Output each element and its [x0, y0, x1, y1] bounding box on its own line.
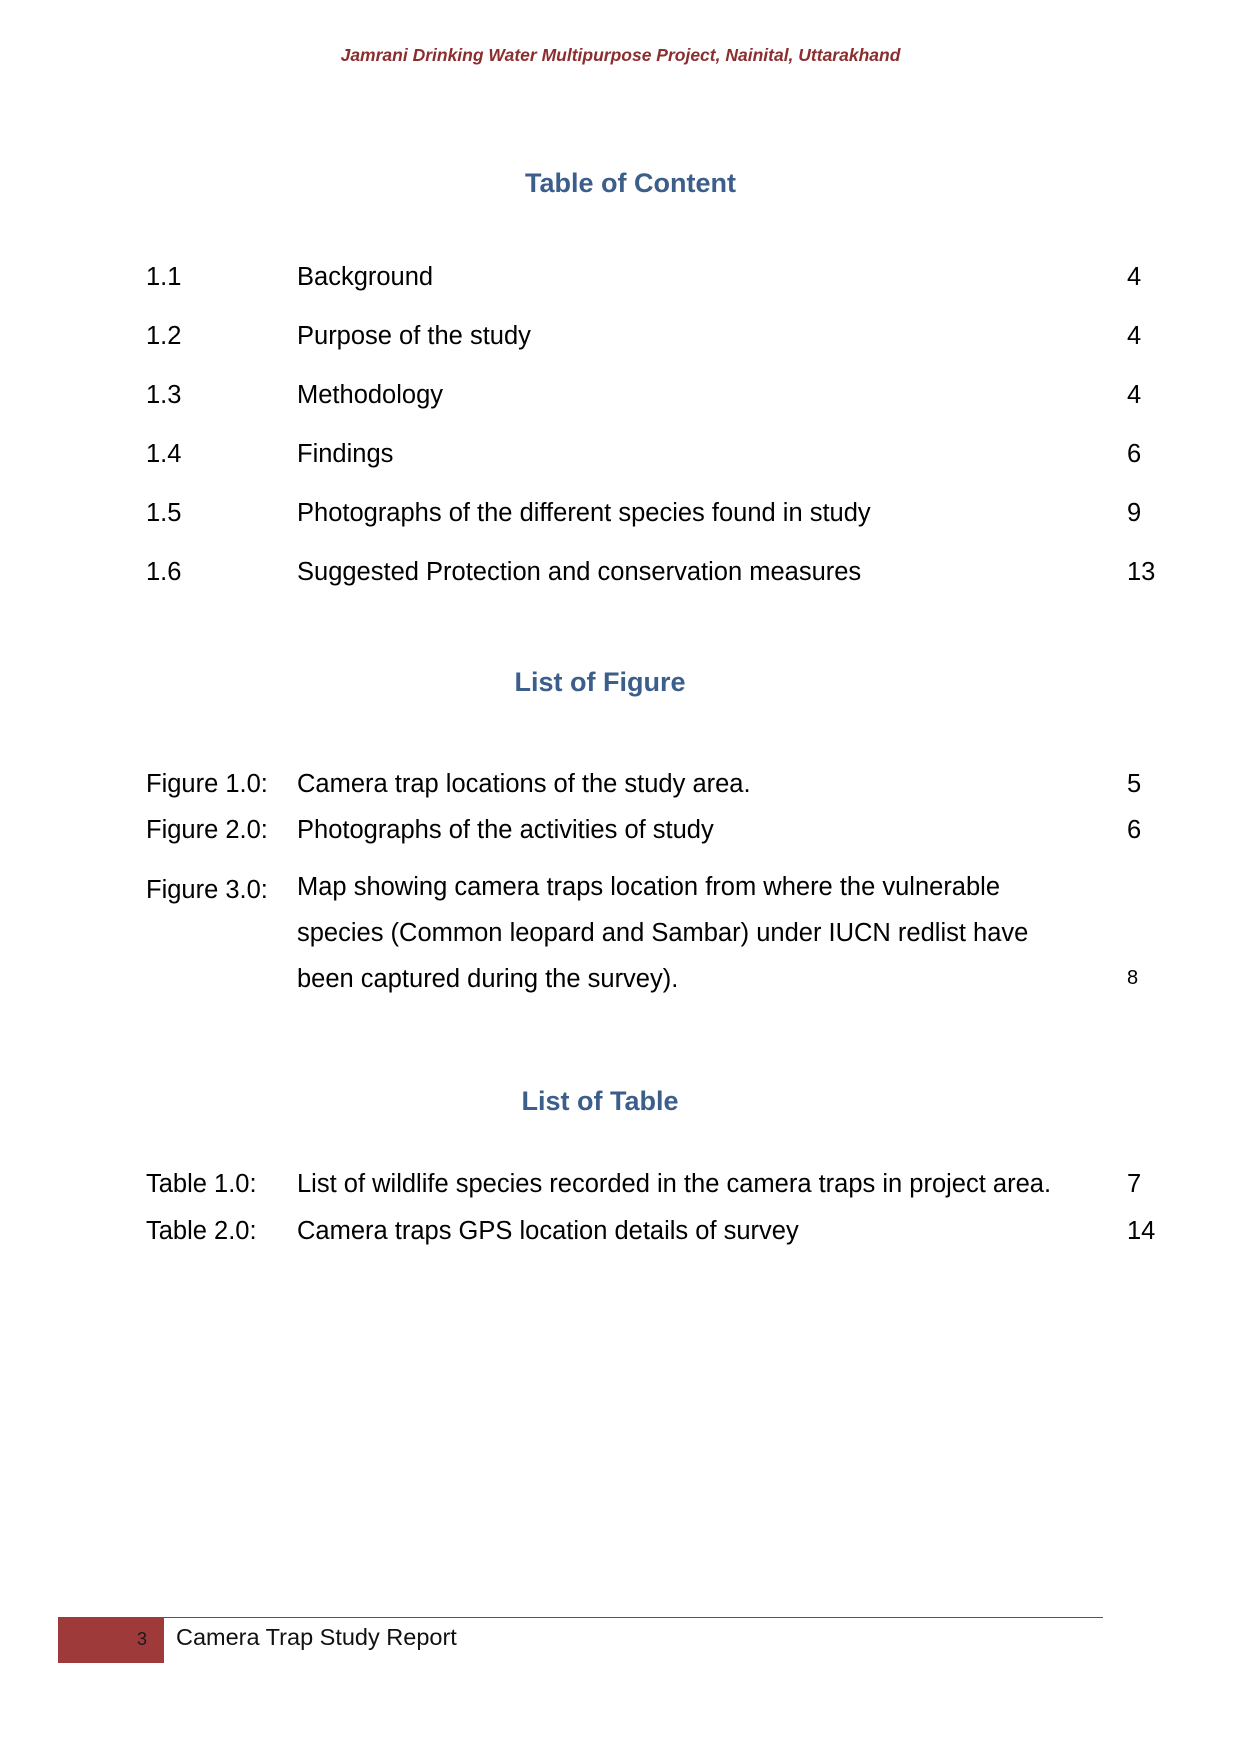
table-entry-number: Table 2.0: — [146, 1217, 257, 1245]
table-entry-title: Camera traps GPS location details of survey — [297, 1217, 799, 1245]
toc-entry-number: 1.5 — [146, 499, 182, 527]
toc-entry-page: 4 — [1127, 322, 1142, 350]
footer-rule — [164, 1617, 1103, 1618]
toc-entry — [146, 263, 1156, 297]
footer-title: Camera Trap Study Report — [176, 1624, 457, 1650]
table-entry-title: List of wildlife species recorded in the camera traps in project area. — [297, 1170, 1052, 1198]
tables-heading: List of Table — [521, 1086, 679, 1116]
toc-entry-title: Purpose of the study — [297, 322, 531, 350]
footer-accent-block — [58, 1617, 164, 1663]
figure-entry-number: Figure 2.0: — [146, 816, 268, 844]
footer-page-number: 3 — [137, 1629, 148, 1649]
toc-entry-page: 4 — [1127, 381, 1142, 409]
toc-entry-title: Findings — [297, 440, 394, 468]
table-entry-page: 7 — [1127, 1170, 1142, 1198]
toc-entry-title: Background — [297, 263, 434, 291]
toc-entry-title: Methodology — [297, 381, 444, 409]
toc-entry-number: 1.2 — [146, 322, 182, 350]
toc-entry-page: 13 — [1127, 558, 1156, 586]
toc-entry-number: 1.3 — [146, 381, 182, 409]
toc-entry-number: 1.1 — [146, 263, 182, 291]
toc-entry-title: Photographs of the different species found in study — [297, 499, 871, 527]
toc-entry-page: 6 — [1127, 440, 1142, 468]
toc-entry-number: 1.6 — [146, 558, 182, 586]
table-entry — [146, 1170, 1156, 1204]
toc-entry — [146, 381, 1156, 415]
toc-heading: Table of Content — [525, 168, 736, 198]
table-entry — [146, 1217, 1156, 1251]
figure-entry-number: Figure 3.0: — [146, 876, 268, 904]
running-header: Jamrani Drinking Water Multipurpose Project, Nainital, Uttarakhand — [340, 45, 901, 65]
figure-entry-title: Photographs of the activities of study — [297, 816, 714, 844]
figures-heading: List of Figure — [514, 667, 686, 697]
toc-entry — [146, 558, 1156, 592]
figure-entry-title: Camera trap locations of the study area. — [297, 770, 751, 798]
toc-entry — [146, 499, 1156, 533]
toc-entry-page: 9 — [1127, 499, 1142, 527]
figure-entry-page: 6 — [1127, 816, 1142, 844]
figure-entry-page: 5 — [1127, 770, 1142, 798]
figure-entry-number: Figure 1.0: — [146, 770, 268, 798]
toc-entry-number: 1.4 — [146, 440, 182, 468]
table-entry-page: 14 — [1127, 1217, 1156, 1245]
figure-entry-title: Map showing camera traps location from where the vulnerable species (Common leopard and Sambar) under IUCN redlist have been captured during the survey). — [297, 873, 1029, 993]
toc-entry-title: Suggested Protection and conservation measures — [297, 558, 862, 586]
toc-entry — [146, 322, 1156, 356]
figure-entry — [146, 816, 1156, 850]
figure-entry — [146, 770, 1156, 804]
figure-entry-page: 8 — [1127, 967, 1139, 989]
toc-entry — [146, 440, 1156, 474]
table-entry-number: Table 1.0: — [146, 1170, 257, 1198]
toc-entry-page: 4 — [1127, 263, 1142, 291]
